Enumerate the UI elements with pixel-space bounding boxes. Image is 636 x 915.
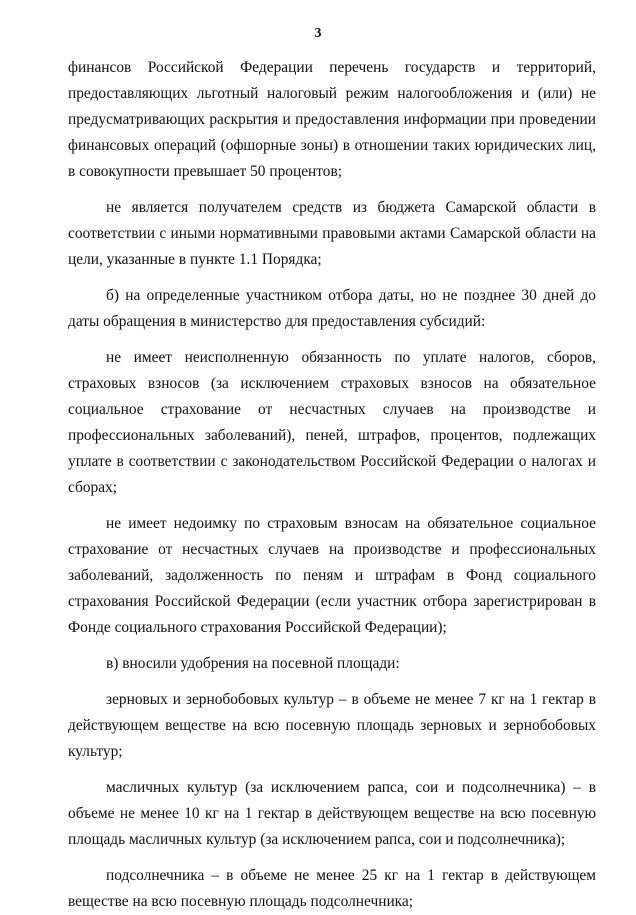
paragraph-offshore-continuation: финансов Российской Федерации перечень государств и территорий, предоставляющих льготный налоговый режим налогообложения и (или) не предусматривающих раскрытия и предоставления информации при проведении финансовых операций (офшорные зоны) в отношении таких юридических лиц, в совокупности превышает 50 процентов; [68,59,596,180]
paragraph-grain-crops: зерновых и зернобобовых культур – в объеме не менее 7 кг на 1 гектар в действующем веществе на всю посевную площадь зерновых и зернобобовых культур; [68,691,596,760]
page-number: 3 [314,26,322,41]
paragraph-no-insurance-arrears: не имеет недоимку по страховым взносам на обязательное социальное страхование от несчастных случаев на производстве и профессиональных заболеваний, задолженность по пеням и штрафам в Фонд социального страхования Российской Федерации (если участник отбора зарегистрирован в Фонде социального страхования Российской Федерации); [68,515,596,636]
paragraph-sunflower: подсолнечника – в объеме не менее 25 кг на 1 гектар в действующем веществе на всю посевную площадь подсолнечника; [68,867,596,910]
document-body [68,55,596,915]
paragraph-item-b: б) на определенные участником отбора даты, но не позднее 30 дней до даты обращения в министерство для предоставления субсидий: [68,287,596,330]
paragraph-item-v: в) вносили удобрения на посевной площади: [106,655,400,672]
paragraph-no-tax-obligation: не имеет неисполненную обязанность по уплате налогов, сборов, страховых взносов (за исключением страховых взносов на обязательное социальное страхование от несчастных случаев на производстве и профессиональных заболеваний), пеней, штрафов, процентов, подлежащих уплате в соответствии с законодательством Российской Федерации о налогах и сборах; [68,349,596,496]
paragraph-not-budget-recipient: не является получателем средств из бюджета Самарской области в соответствии с иными нормативными правовыми актами Самарской области на цели, указанные в пункте 1.1 Порядка; [68,199,596,268]
paragraph-oilseed-crops: масличных культур (за исключением рапса, сои и подсолнечника) – в объеме не менее 10 кг на 1 гектар в действующем веществе на всю посевную площадь масличных культур (за исключением рапса, сои и подсолнечника); [68,779,596,848]
